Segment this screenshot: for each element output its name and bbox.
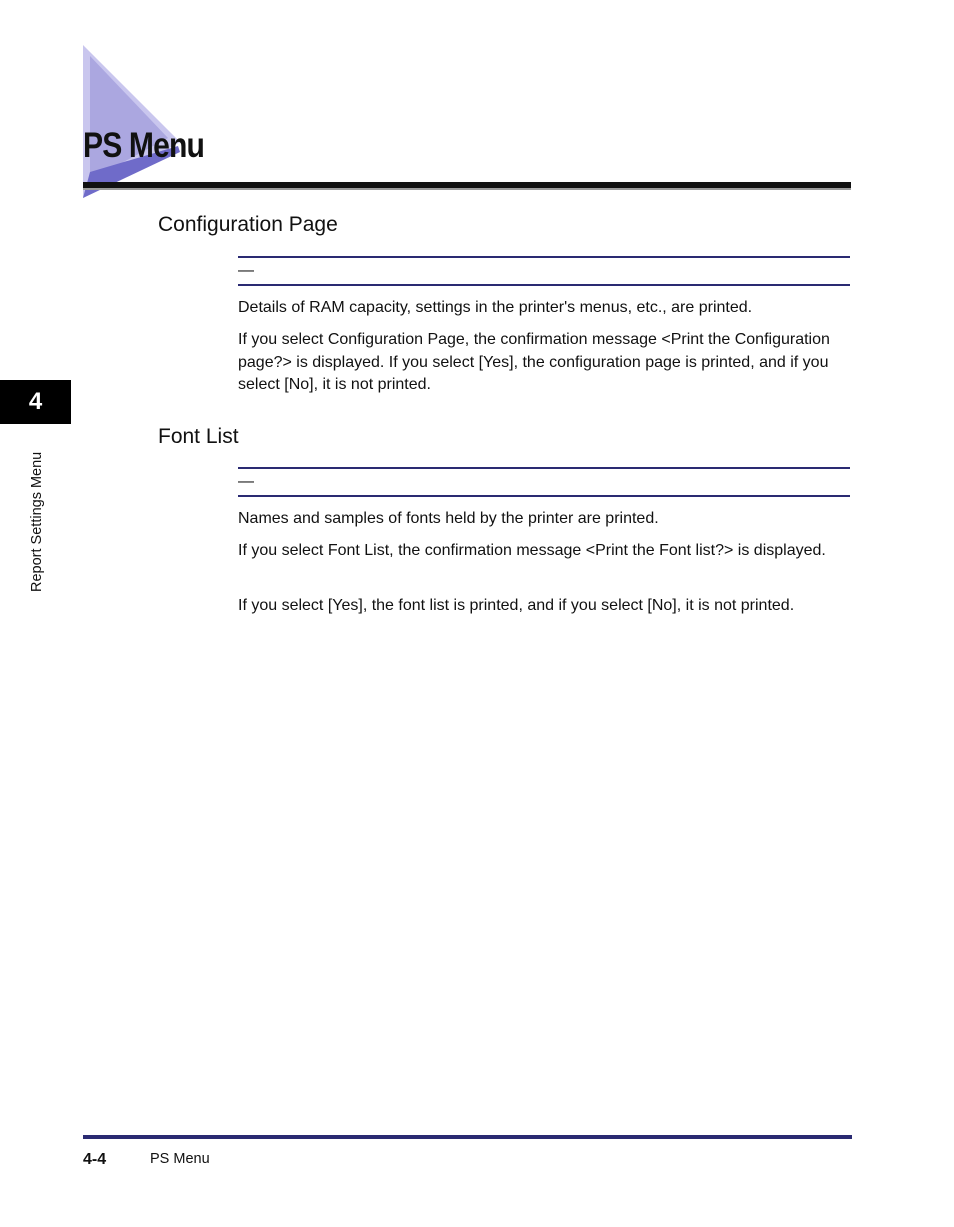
chapter-tab: 4 — [0, 380, 71, 424]
footer-section-title: PS Menu — [150, 1151, 210, 1167]
page-title: PS Menu — [83, 126, 205, 165]
footer-rule — [83, 1135, 852, 1139]
setting-value: — — [238, 473, 254, 490]
setting-table-bottom-rule — [238, 284, 850, 286]
section-heading-font-list: Font List — [158, 425, 239, 448]
setting-value: — — [238, 262, 254, 279]
paragraph: If you select Configuration Page, the confirmation message <Print the Configuration page?> is displayed. If you select [Yes], the configuration page is printed, and if you select [No], it is not printed. — [238, 331, 830, 393]
paragraph: If you select [Yes], the font list is printed, and if you select [No], it is not printed. — [238, 597, 795, 614]
paragraph: If you select Font List, the confirmation message <Print the Font list?> is displayed. — [238, 542, 826, 559]
header-triangle-graphic — [80, 42, 190, 202]
chapter-side-label: Report Settings Menu — [29, 451, 45, 592]
section-heading-configuration-page: Configuration Page — [158, 213, 338, 236]
setting-table-bottom-rule — [238, 495, 850, 497]
title-rule-shadow — [83, 188, 851, 190]
setting-table-top-rule — [238, 467, 850, 469]
setting-table-top-rule — [238, 256, 850, 258]
footer-page-number: 4-4 — [83, 1151, 107, 1168]
paragraph: Details of RAM capacity, settings in the printer's menus, etc., are printed. — [238, 299, 753, 316]
paragraph: Names and samples of fonts held by the printer are printed. — [238, 510, 659, 527]
